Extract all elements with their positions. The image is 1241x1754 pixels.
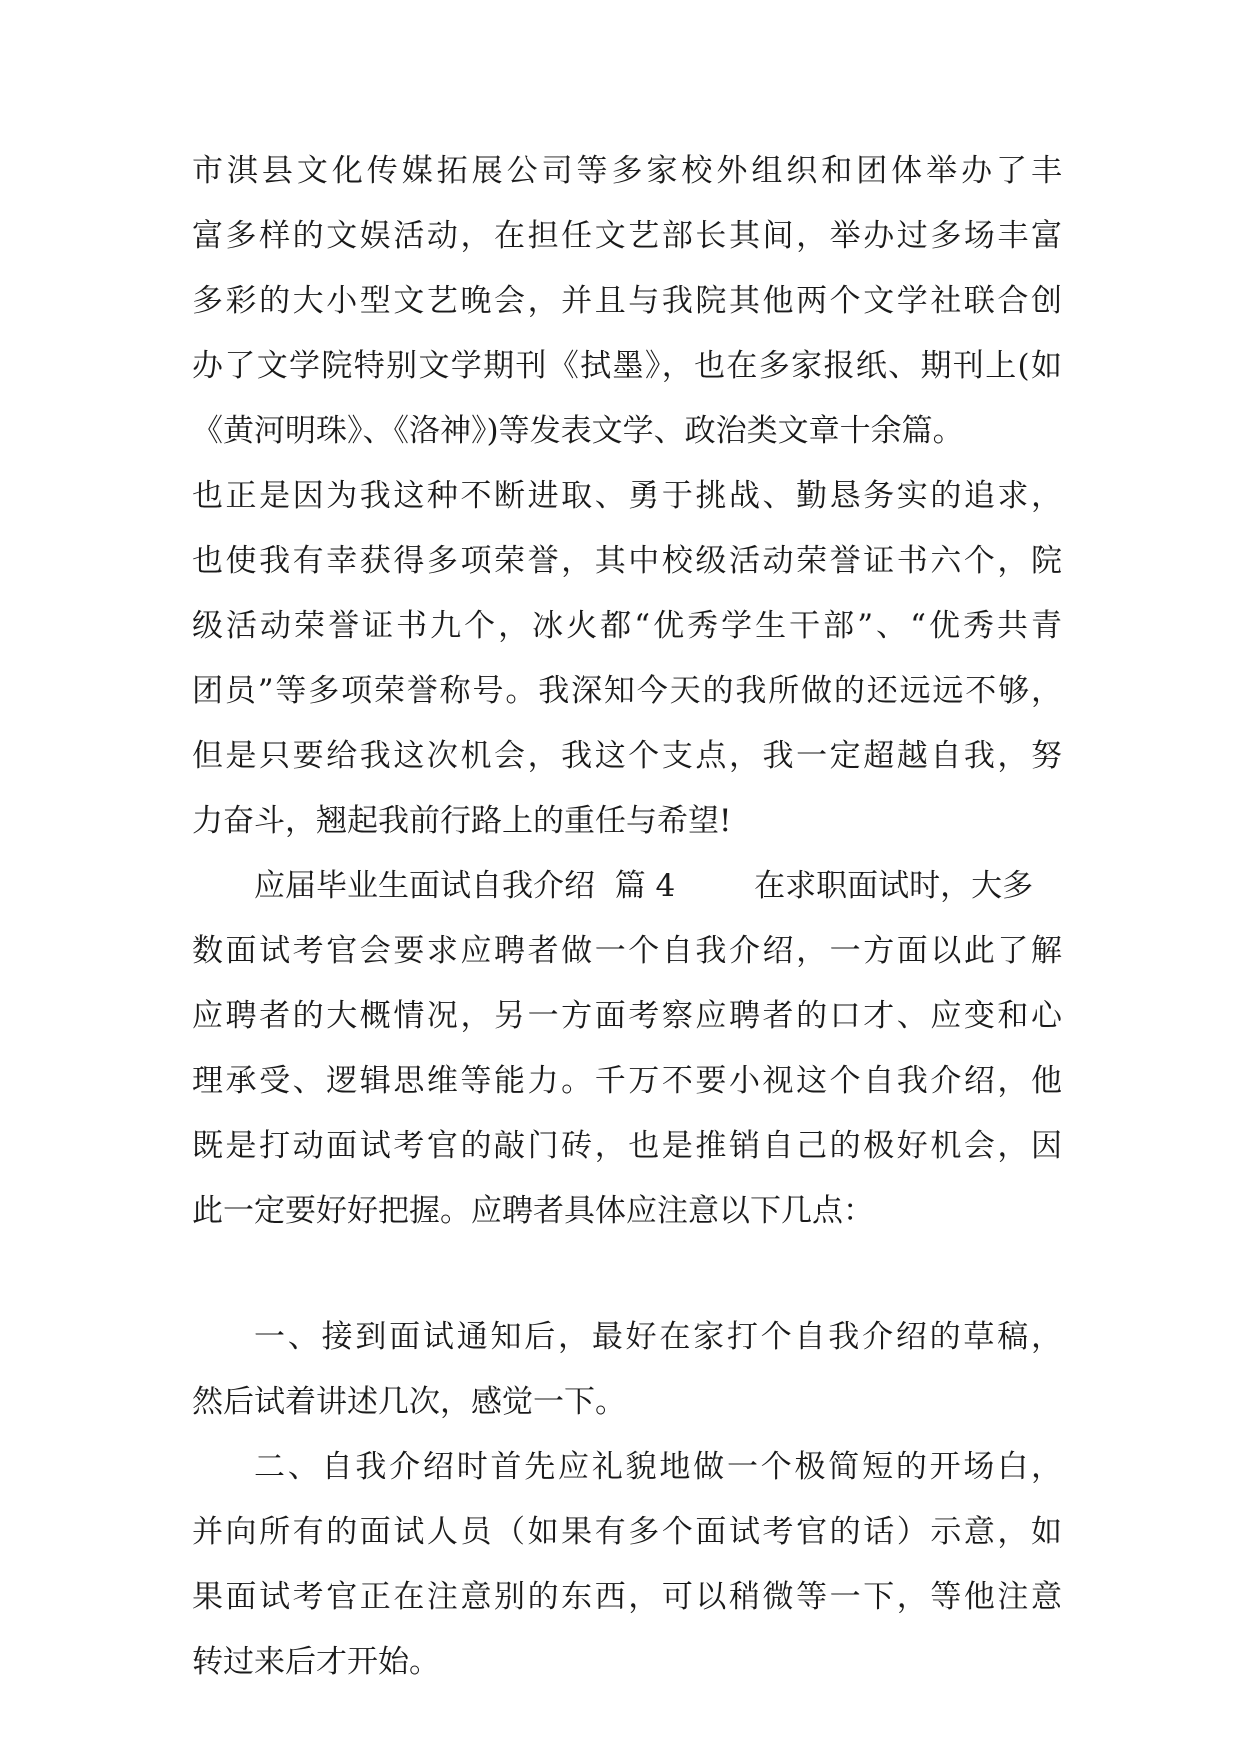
text-line: 市淇县文化传媒拓展公司等多家校外组织和团体举办了丰: [192, 153, 1062, 189]
list-item-line: 一、接到面试通知后，最好在家打个自我介绍的草稿，: [254, 1319, 1062, 1355]
text-line: 然后试着讲述几次，感觉一下。: [192, 1384, 626, 1420]
text-line: 转过来后才开始。: [192, 1644, 440, 1680]
section-heading-line: 应届毕业生面试自我介绍 篇 4 在求职面试时，大多: [254, 868, 1034, 904]
text-line: 并向所有的面试人员（如果有多个面试考官的话）示意，如: [192, 1514, 1062, 1550]
text-line: 理承受、逻辑思维等能力。千万不要小视这个自我介绍，他: [192, 1063, 1062, 1099]
text-line: 力奋斗，翘起我前行路上的重任与希望!: [192, 803, 732, 839]
text-line: 此一定要好好把握。应聘者具体应注意以下几点：: [192, 1193, 874, 1229]
text-line: 果面试考官正在注意别的东西，可以稍微等一下，等他注意: [192, 1579, 1062, 1615]
text-line: 多彩的大小型文艺晚会，并且与我院其他两个文学社联合创: [192, 283, 1062, 319]
list-item-line: 二、自我介绍时首先应礼貌地做一个极简短的开场白，: [254, 1449, 1062, 1485]
text-line: 也正是因为我这种不断进取、勇于挑战、勤恳务实的追求，: [192, 478, 1062, 514]
text-line: 级活动荣誉证书九个，冰火都“优秀学生干部”、“优秀共青: [192, 608, 1062, 644]
text-line: 也使我有幸获得多项荣誉，其中校级活动荣誉证书六个，院: [192, 543, 1062, 579]
text-line: 数面试考官会要求应聘者做一个自我介绍，一方面以此了解: [192, 933, 1062, 969]
text-line: 团员”等多项荣誉称号。我深知今天的我所做的还远远不够，: [192, 673, 1062, 709]
text-line: 富多样的文娱活动，在担任文艺部长其间，举办过多场丰富: [192, 218, 1062, 254]
text-line: 《黄河明珠》、《洛神》)等发表文学、政治类文章十余篇。: [192, 413, 964, 449]
text-line: 既是打动面试考官的敲门砖，也是推销自己的极好机会，因: [192, 1128, 1062, 1164]
text-line: 应聘者的大概情况，另一方面考察应聘者的口才、应变和心: [192, 998, 1062, 1034]
text-line: 办了文学院特别文学期刊《拭墨》，也在多家报纸、期刊上(如: [192, 348, 1062, 384]
text-line: 但是只要给我这次机会，我这个支点，我一定超越自我，努: [192, 738, 1062, 774]
